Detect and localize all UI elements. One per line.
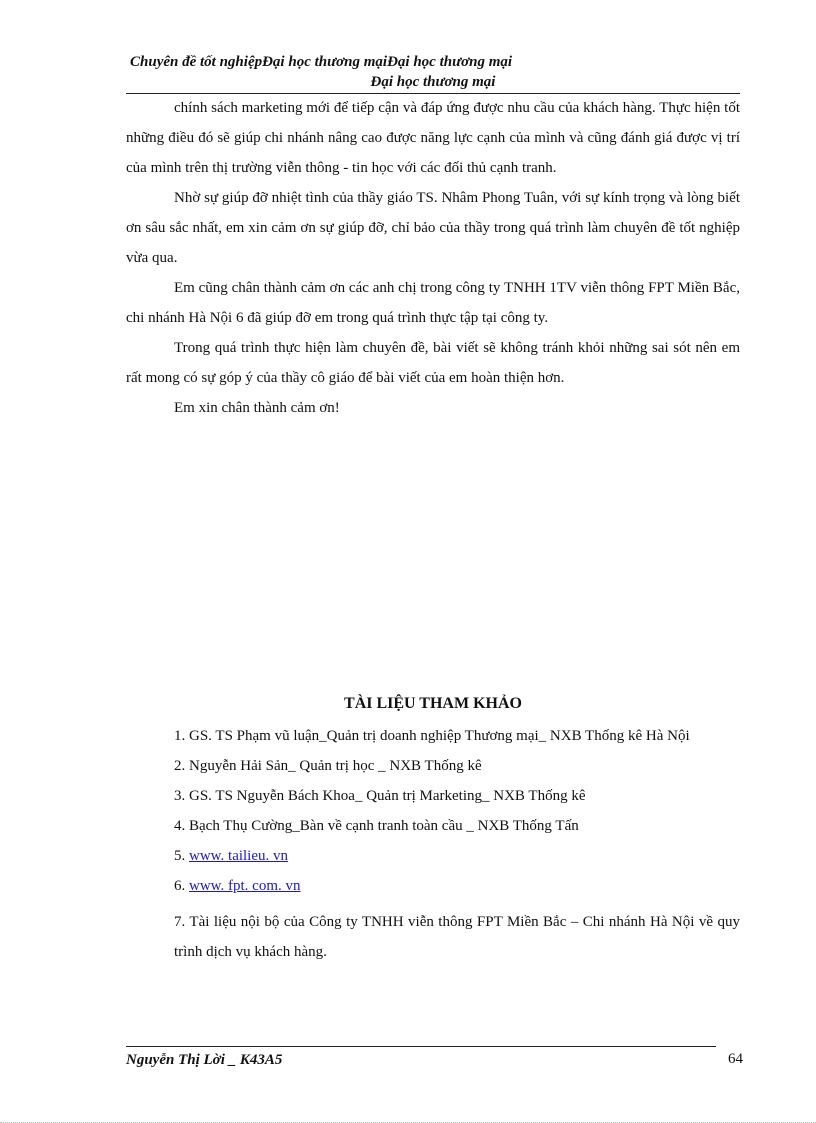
reference-item-6-prefix: 6.: [174, 878, 189, 894]
paragraph-1: chính sách marketing mới để tiếp cận và đáp ứng được nhu cầu của khách hàng. Thực hiện tốt những điều đó sẽ giúp chi nhánh nâng cao được năng lực cạnh của mình và cũng đánh giá được vị trí của mình trên thị trường viễn thông - tin học với các đối thủ cạnh tranh.: [126, 100, 740, 176]
reference-item-6: [174, 871, 740, 901]
reference-item: 3. GS. TS Nguyễn Bách Khoa_ Quản trị Marketing_ NXB Thống kê: [174, 788, 586, 804]
reference-item-5: [174, 841, 740, 871]
header-title-line2: Đại học thương mại: [370, 74, 496, 90]
page-number: 64: [728, 1051, 743, 1067]
references-list: [174, 721, 740, 967]
reference-item: 2. Nguyễn Hải Sản_ Quản trị học _ NXB Thống kê: [174, 758, 482, 774]
paragraph-4: Trong quá trình thực hiện làm chuyên đề, bài viết sẽ không tránh khỏi những sai sót nên em rất mong có sự góp ý của thầy cô giáo để bài viết của em hoàn thiện hơn.: [126, 340, 740, 386]
header-title-line1: Chuyên đề tốt nghiệpĐại học thương mạiĐại học thương mại: [130, 54, 513, 70]
tailieu-link[interactable]: www. tailieu. vn: [189, 848, 289, 864]
reference-item-5-prefix: 5.: [174, 848, 189, 864]
paragraph-3: Em cũng chân thành cảm ơn các anh chị trong công ty TNHH 1TV viễn thông FPT Miền Bắc, chi nhánh Hà Nội 6 đã giúp đỡ em trong quá trình thực tập tại công ty.: [126, 280, 740, 326]
paragraph-2: Nhờ sự giúp đỡ nhiệt tình của thầy giáo TS. Nhâm Phong Tuân, với sự kính trọng và lòng biết ơn sâu sắc nhất, em xin cảm ơn sự giúp đỡ, chỉ bảo của thầy trong quá trình làm chuyên đề tốt nghiệp vừa qua.: [126, 190, 740, 266]
references-title: TÀI LIỆU THAM KHẢO: [344, 695, 522, 712]
footer-divider: [126, 1046, 716, 1047]
page-header: [126, 52, 740, 92]
reference-item-7: 7. Tài liệu nội bộ của Công ty TNHH viễn thông FPT Miền Bắc – Chi nhánh Hà Nội về quy trình dịch vụ khách hàng.: [174, 914, 740, 960]
body-text: [126, 93, 740, 423]
footer-author: Nguyễn Thị Lời _ K43A5: [126, 1052, 283, 1068]
fpt-link[interactable]: www. fpt. com. vn: [189, 878, 301, 894]
paragraph-5: Em xin chân thành cảm ơn!: [174, 400, 340, 416]
reference-item: 4. Bạch Thụ Cường_Bàn về cạnh tranh toàn cầu _ NXB Thống Tấn: [174, 818, 579, 834]
reference-item: 1. GS. TS Phạm vũ luận_Quản trị doanh nghiệp Thương mại_ NXB Thống kê Hà Nội: [174, 728, 690, 744]
